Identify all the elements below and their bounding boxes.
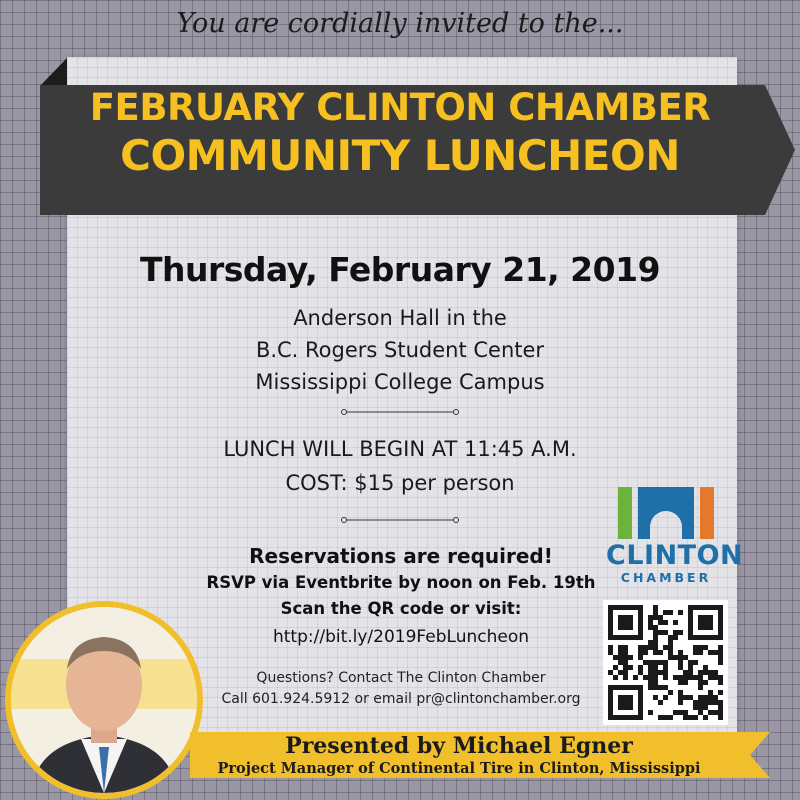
invitation-intro: You are cordially invited to the... <box>176 8 624 39</box>
qr-code-icon <box>603 600 728 725</box>
clinton-chamber-logo <box>606 485 744 585</box>
rsvp-eventbrite: RSVP via Eventbrite by noon on Feb. 19th <box>206 573 596 592</box>
presenter-info <box>190 733 728 779</box>
contact-line: Questions? Contact The Clinton Chamber <box>256 670 546 686</box>
divider-ornament <box>340 516 460 524</box>
banner-title-line1: FEBRUARY CLINTON CHAMBER <box>89 86 711 129</box>
presenter-name: Presented by Michael Egner <box>285 733 633 759</box>
logo-subtitle: CHAMBER <box>620 570 712 585</box>
logo-name: CLINTON <box>606 540 744 571</box>
venue-line: Mississippi College Campus <box>255 370 545 394</box>
event-date: Thursday, February 21, 2019 <box>139 250 661 289</box>
contact-info <box>196 668 606 710</box>
logo-mark-icon <box>614 485 718 541</box>
venue-line: Anderson Hall in the <box>293 306 507 330</box>
qr-code[interactable] <box>603 600 728 725</box>
event-venue <box>0 302 800 398</box>
presenter-portrait-icon <box>11 607 197 793</box>
title-banner-text <box>40 86 760 182</box>
presenter-role: Project Manager of Continental Tire in Clinton, Mississippi <box>217 760 701 777</box>
contact-line: Call 601.924.5912 or email pr@clintonchamber.org <box>221 691 581 707</box>
divider-ornament <box>340 408 460 416</box>
presenter-photo <box>5 601 203 799</box>
banner-title-line2: COMMUNITY LUNCHEON <box>120 131 680 180</box>
lunch-cost: COST: $15 per person <box>285 471 515 495</box>
rsvp-section <box>196 542 606 650</box>
rsvp-scan: Scan the QR code or visit: <box>280 599 522 618</box>
venue-line: B.C. Rogers Student Center <box>255 338 545 362</box>
rsvp-link[interactable]: http://bit.ly/2019FebLuncheon <box>272 627 529 647</box>
rsvp-heading: Reservations are required! <box>249 544 553 568</box>
lunch-time: LUNCH WILL BEGIN AT 11:45 A.M. <box>223 437 577 461</box>
